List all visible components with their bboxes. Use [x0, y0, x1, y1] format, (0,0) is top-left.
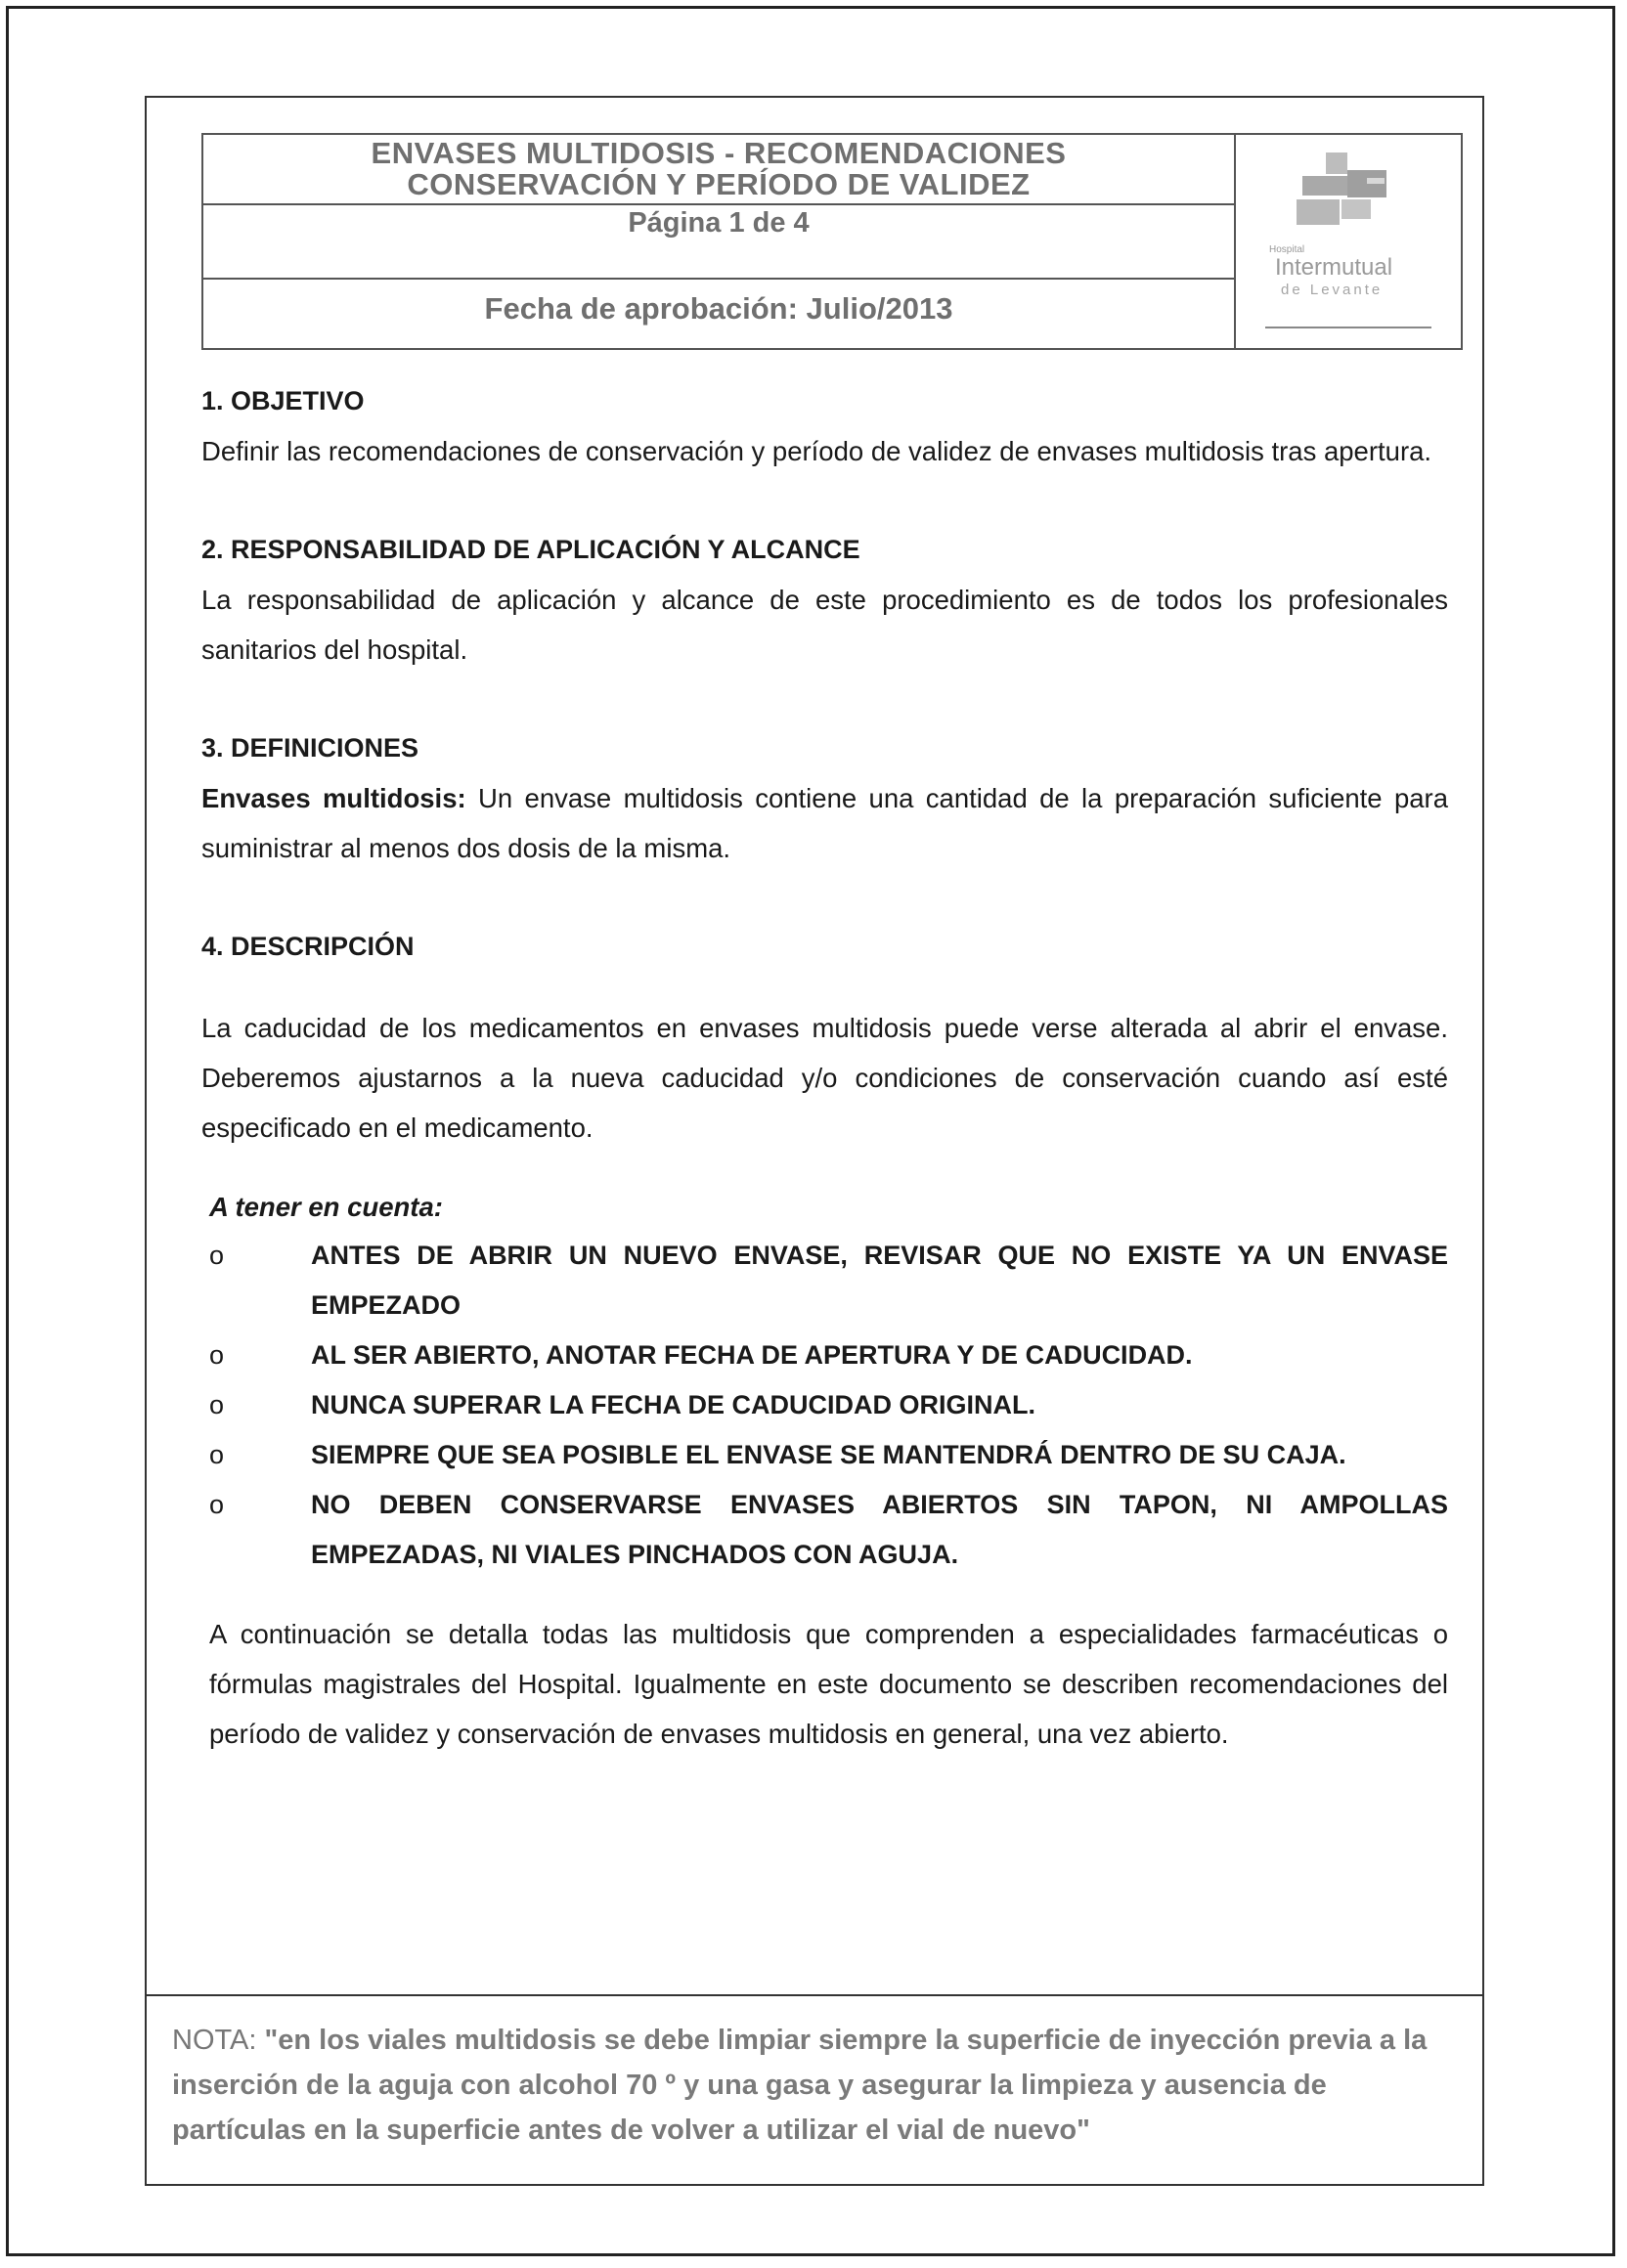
logo-name: Intermutual	[1275, 254, 1393, 281]
section-heading: 1. OBJETIVO	[201, 386, 365, 415]
bullet-mark: o	[209, 1241, 225, 1270]
section-heading: 3. DEFINICIONES	[201, 733, 419, 763]
note-heading: A tener en cuenta:	[209, 1192, 443, 1222]
hospital-logo	[1236, 135, 1461, 348]
section-text: Definir las recomendaciones de conservación y período de validez de envases multidosis tras apertura.	[201, 436, 1432, 466]
hospital-logo-icon	[1297, 153, 1394, 240]
section-heading: 2. RESPONSABILIDAD DE APLICACIÓN Y ALCANCE	[201, 535, 860, 564]
bullet-text: ANTES DE ABRIR UN NUEVO ENVASE, REVISAR QUE NO EXISTE YA UN ENVASE EMPEZADO	[311, 1241, 1448, 1320]
section-descripcion	[201, 922, 1448, 1759]
header-main-cell	[203, 135, 1236, 348]
note-box	[145, 1994, 1484, 2186]
header-title	[203, 135, 1234, 205]
bullet-text: NO DEBEN CONSERVARSE ENVASES ABIERTOS SIN TAPON, NI AMPOLLAS EMPEZADAS, NI VIALES PINCHADOS CON AGUJA.	[311, 1490, 1448, 1569]
section-text: La responsabilidad de aplicación y alcance de este procedimiento es de todos los profesionales sanitarios del hospital.	[201, 585, 1448, 665]
header-page-number: Página 1 de 4	[203, 205, 1234, 280]
header-title-line1: ENVASES MULTIDOSIS - RECOMENDACIONES	[371, 136, 1067, 170]
note-body: "en los viales multidosis se debe limpiar siempre la superficie de inyección previa a la inserción de la aguja con alcohol 70 º y una gasa y asegurar la limpieza y ausencia de partículas en la superficie antes de volver a utilizar el vial de nuevo"	[172, 2025, 1428, 2146]
list-item	[201, 1380, 1448, 1430]
definition-text: Un envase multidosis contiene una cantidad de la preparación suficiente para suministrar al menos dos dosis de la misma.	[201, 783, 1448, 863]
document-body	[201, 376, 1448, 1759]
list-item	[201, 1430, 1448, 1480]
note-label: NOTA:	[172, 2025, 265, 2056]
note-text	[172, 2018, 1463, 2153]
bullet-text: NUNCA SUPERAR LA FECHA DE CADUCIDAD ORIGINAL.	[311, 1390, 1035, 1419]
section-closing-text: A continuación se detalla todas las multidosis que comprenden a especialidades farmacéuticas o fórmulas magistrales del Hospital. Igualmente en este documento se describen recomendaciones del período de validez y conservación de envases multidosis en general, una vez abierto.	[209, 1619, 1448, 1749]
header-approval-date: Fecha de aprobación: Julio/2013	[484, 291, 953, 326]
bullet-text: AL SER ABIERTO, ANOTAR FECHA DE APERTURA Y DE CADUCIDAD.	[311, 1340, 1193, 1370]
bullet-mark: o	[209, 1490, 225, 1519]
list-item	[201, 1330, 1448, 1380]
logo-hospital-label: Hospital	[1269, 244, 1305, 255]
section-objetivo	[201, 376, 1448, 476]
section-heading: 4. DESCRIPCIÓN	[201, 932, 415, 961]
section-text	[201, 773, 1448, 873]
section-definiciones	[201, 723, 1448, 873]
bullet-list	[201, 1231, 1448, 1580]
logo-divider	[1265, 327, 1431, 328]
section-text: La caducidad de los medicamentos en envases multidosis puede verse alterada al abrir el envase. Deberemos ajustarnos a la nueva caducidad y/o condiciones de conservación cuando así esté especificado en el medicamento.	[201, 1013, 1448, 1143]
section-responsabilidad	[201, 525, 1448, 675]
bullet-mark: o	[209, 1340, 225, 1370]
bullet-text: SIEMPRE QUE SEA POSIBLE EL ENVASE SE MANTENDRÁ DENTRO DE SU CAJA.	[311, 1440, 1346, 1469]
bullet-mark: o	[209, 1440, 225, 1469]
header-title-line2: CONSERVACIÓN Y PERÍODO DE VALIDEZ	[407, 167, 1031, 201]
list-item	[201, 1480, 1448, 1580]
bullet-mark: o	[209, 1390, 225, 1419]
document-header	[201, 133, 1463, 350]
list-item	[201, 1231, 1448, 1330]
logo-subtitle: de Levante	[1281, 282, 1384, 298]
definition-term: Envases multidosis:	[201, 783, 466, 813]
